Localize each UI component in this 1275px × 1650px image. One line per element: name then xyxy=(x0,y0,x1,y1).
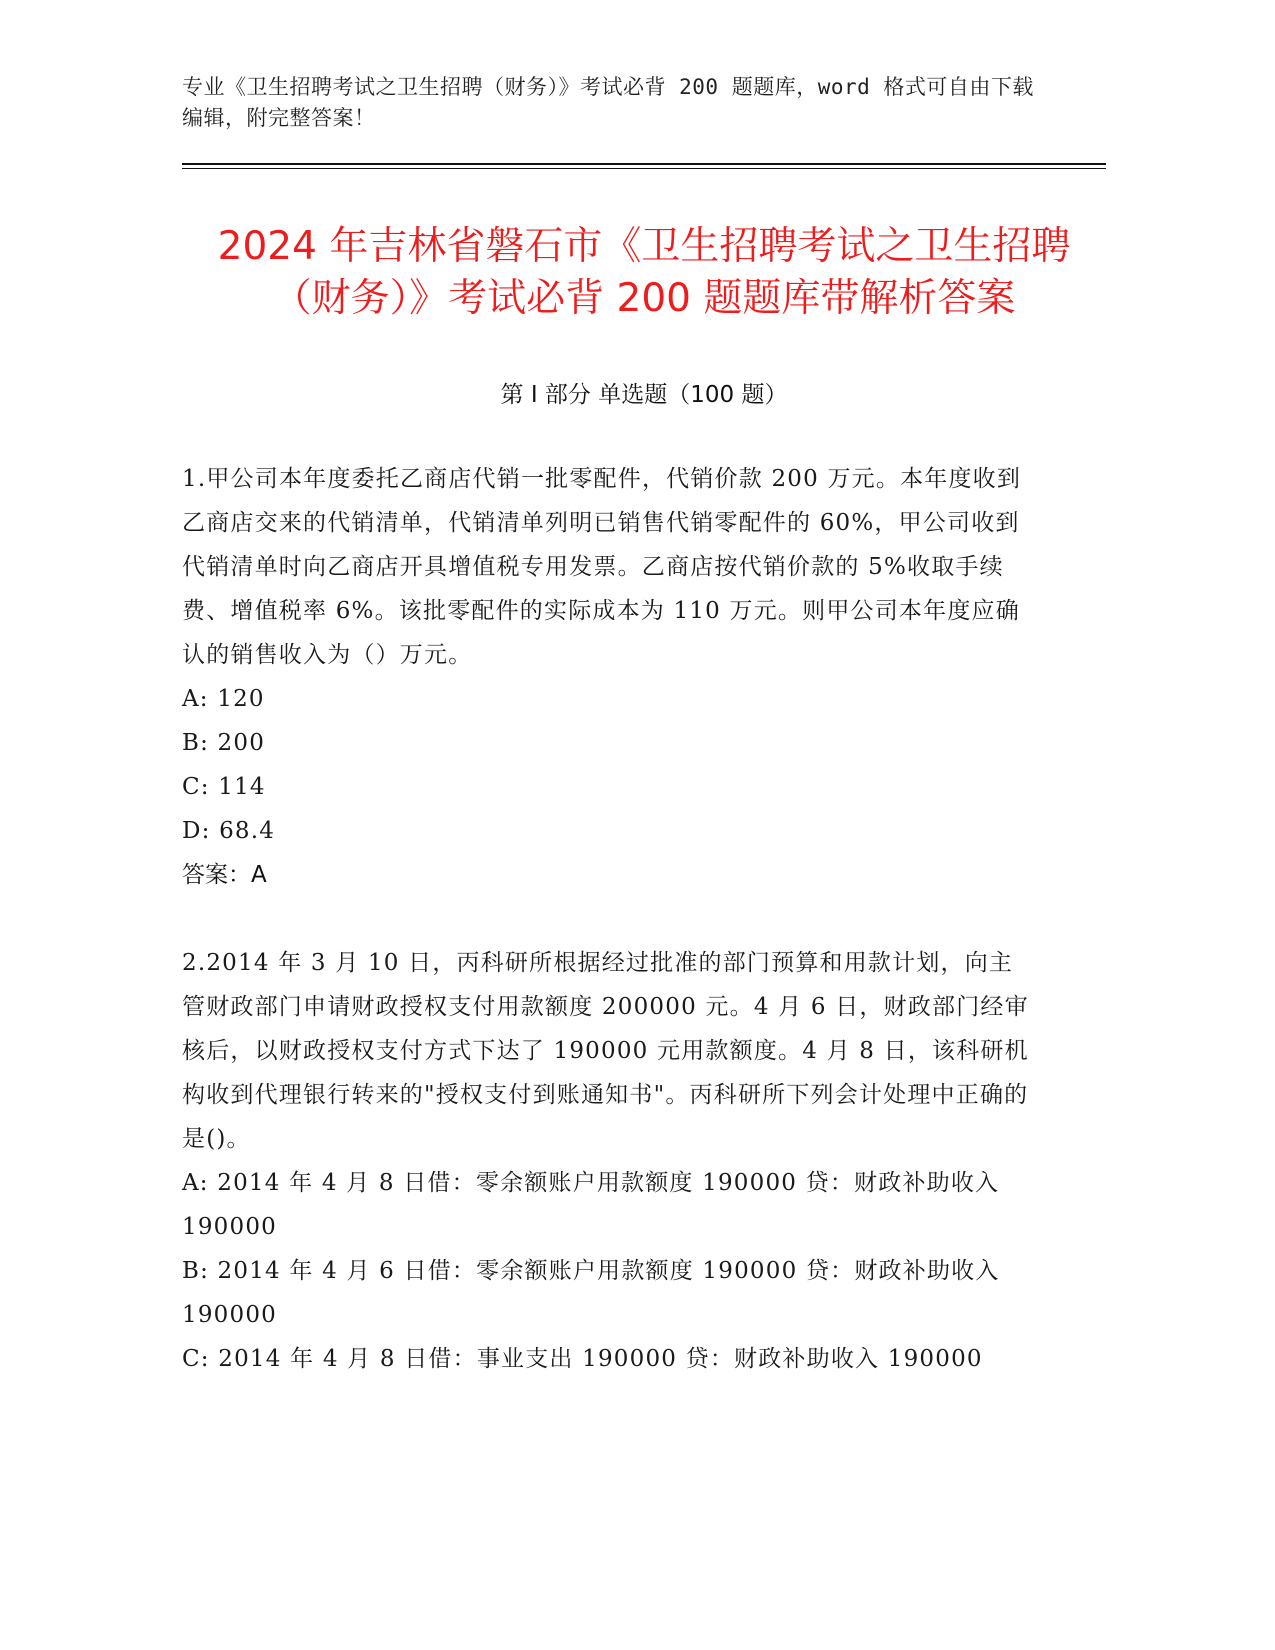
divider-thick-line xyxy=(182,163,1106,165)
section-heading: 第 I 部分 单选题（100 题） xyxy=(500,382,788,408)
header-note: 专业《卫生招聘考试之卫生招聘（财务）》考试必背 200 题题库，word 格式可自由下载编辑，附完整答案！ xyxy=(182,75,1034,130)
question-1 xyxy=(182,457,1102,897)
header-divider xyxy=(182,163,1106,169)
option-a: A: 2014 年 4 月 8 日借：零余额账户用款额度 190000 贷：财政补助收入 190000 xyxy=(182,1170,1000,1240)
option-b: B: 2014 年 4 月 6 日借：零余额账户用款额度 190000 贷：财政补助收入 190000 xyxy=(182,1258,1000,1328)
question-stem: 2.2014 年 3 月 10 日，丙科研所根据经过批准的部门预算和用款计划，向主管财政部门申请财政授权支付用款额度 200000 元。4 月 6 日，财政部门经审核后，以财政授权支付方式下达了 190000 元用款额度。4 月 8 日，该科研机构收到代理银行转来的"授权支付到账通知书"。丙科研所下列会计处理中正确的是()。 xyxy=(182,950,1029,1152)
divider-thin-line xyxy=(182,168,1106,169)
document-title: 2024 年吉林省磐石市《卫生招聘考试之卫生招聘（财务）》考试必背 200 题题库带解析答案 xyxy=(217,224,1071,321)
option-c: C: 2014 年 4 月 8 日借：事业支出 190000 贷：财政补助收入 190000 xyxy=(182,1346,983,1372)
option-b: B: 200 xyxy=(182,730,266,756)
option-c: C: 114 xyxy=(182,774,266,800)
option-d: D: 68.4 xyxy=(182,818,276,844)
question-2 xyxy=(182,941,1102,1381)
question-stem: 1.甲公司本年度委托乙商店代销一批零配件，代销价款 200 万元。本年度收到乙商店交来的代销清单，代销清单列明已销售代销零配件的 60%，甲公司收到代销清单时向乙商店开具增值税专用发票。乙商店按代销价款的 5%收取手续费、增值税率 6%。该批零配件的实际成本为 110 万元。则甲公司本年度应确认的销售收入为（）万元。 xyxy=(182,466,1022,668)
answer-label: 答案：A xyxy=(182,862,267,888)
document-page xyxy=(182,72,1102,1381)
option-a: A: 120 xyxy=(182,686,265,712)
